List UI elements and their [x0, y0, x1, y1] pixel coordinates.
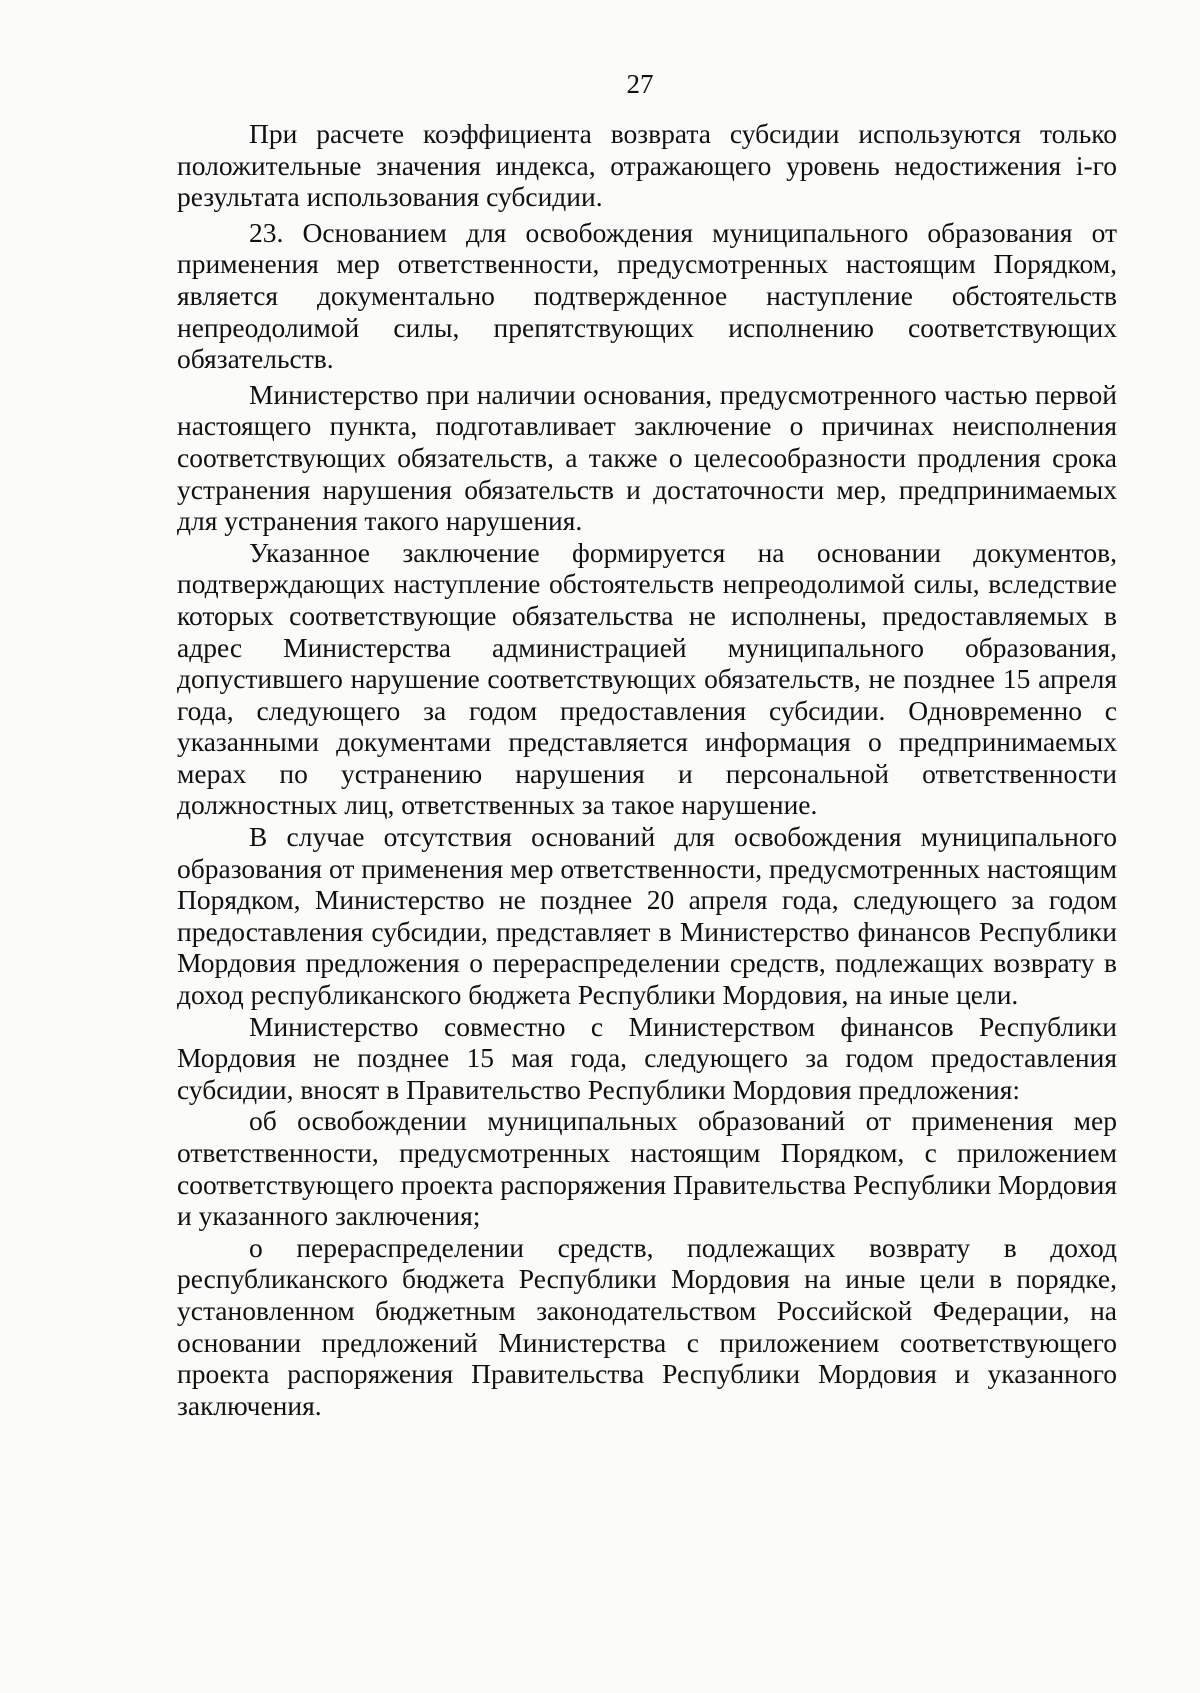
document-body — [177, 118, 1117, 1421]
paragraph-joint-proposals: Министерство совместно с Министерством финансов Республики Мордовия не позднее 15 мая года, следующего за годом предоставления субсидии, вносят в Правительство Республики Мордовия предложения: — [177, 1010, 1117, 1105]
paragraph-proposal-redistribution: о перераспределении средств, подлежащих возврату в доход республиканского бюджета Республики Мордовия на иные цели в порядке, установленном бюджетным законодательством Российской Федерации, на основании предложений Министерства с приложением соответствующего проекта распоряжения Правительства Республики Мордовия и указанного заключения. — [177, 1231, 1117, 1421]
paragraph-proposal-exemption: об освобождении муниципальных образований от применения мер ответственности, предусмотренных настоящим Порядком, с приложением соответствующего проекта распоряжения Правительства Республики Мордовия и указанного заключения; — [177, 1105, 1117, 1232]
paragraph-conclusion-documents: Указанное заключение формируется на основании документов, подтверждающих наступление обстоятельств непреодолимой силы, вследствие которых соответствующие обязательства не исполнены, предоставляемых в адрес Министерства администрацией муниципального образования, допустившего нарушение соответствующих обязательств, не позднее 15 апреля года, следующего за годом предоставления субсидии. Одновременно с указанными документами представляется информация о предпринимаемых мерах по устранению нарушения и персональной ответственности должностных лиц, ответственных за такое нарушение. — [177, 536, 1117, 821]
paragraph-coefficient-note: При расчете коэффициента возврата субсидии используются только положительные значения индекса, отражающего уровень недостижения i-го результата использования субсидии. — [177, 118, 1117, 213]
paragraph-item-23: 23. Основанием для освобождения муниципального образования от применения мер ответственности, предусмотренных настоящим Порядком, является документально подтвержденное наступление обстоятельств непреодолимой силы, препятствующих исполнению соответствующих обязательств. — [177, 216, 1117, 375]
paragraph-ministry-conclusion: Министерство при наличии основания, предусмотренного частью первой настоящего пункта, подготавливает заключение о причинах неисполнения соответствующих обязательств, а также о целесообразности продления срока устранения нарушения обязательств и достаточности мер, предпринимаемых для устранения такого нарушения. — [177, 378, 1117, 537]
paragraph-no-grounds: В случае отсутствия оснований для освобождения муниципального образования от применения мер ответственности, предусмотренных настоящим Порядком, Министерство не позднее 20 апреля года, следующего за годом предоставления субсидии, представляет в Министерство финансов Республики Мордовия предложения о перераспределении средств, подлежащих возврату в доход республиканского бюджета Республики Мордовия, на иные цели. — [177, 821, 1117, 1011]
page-number: 27 — [626, 69, 654, 99]
